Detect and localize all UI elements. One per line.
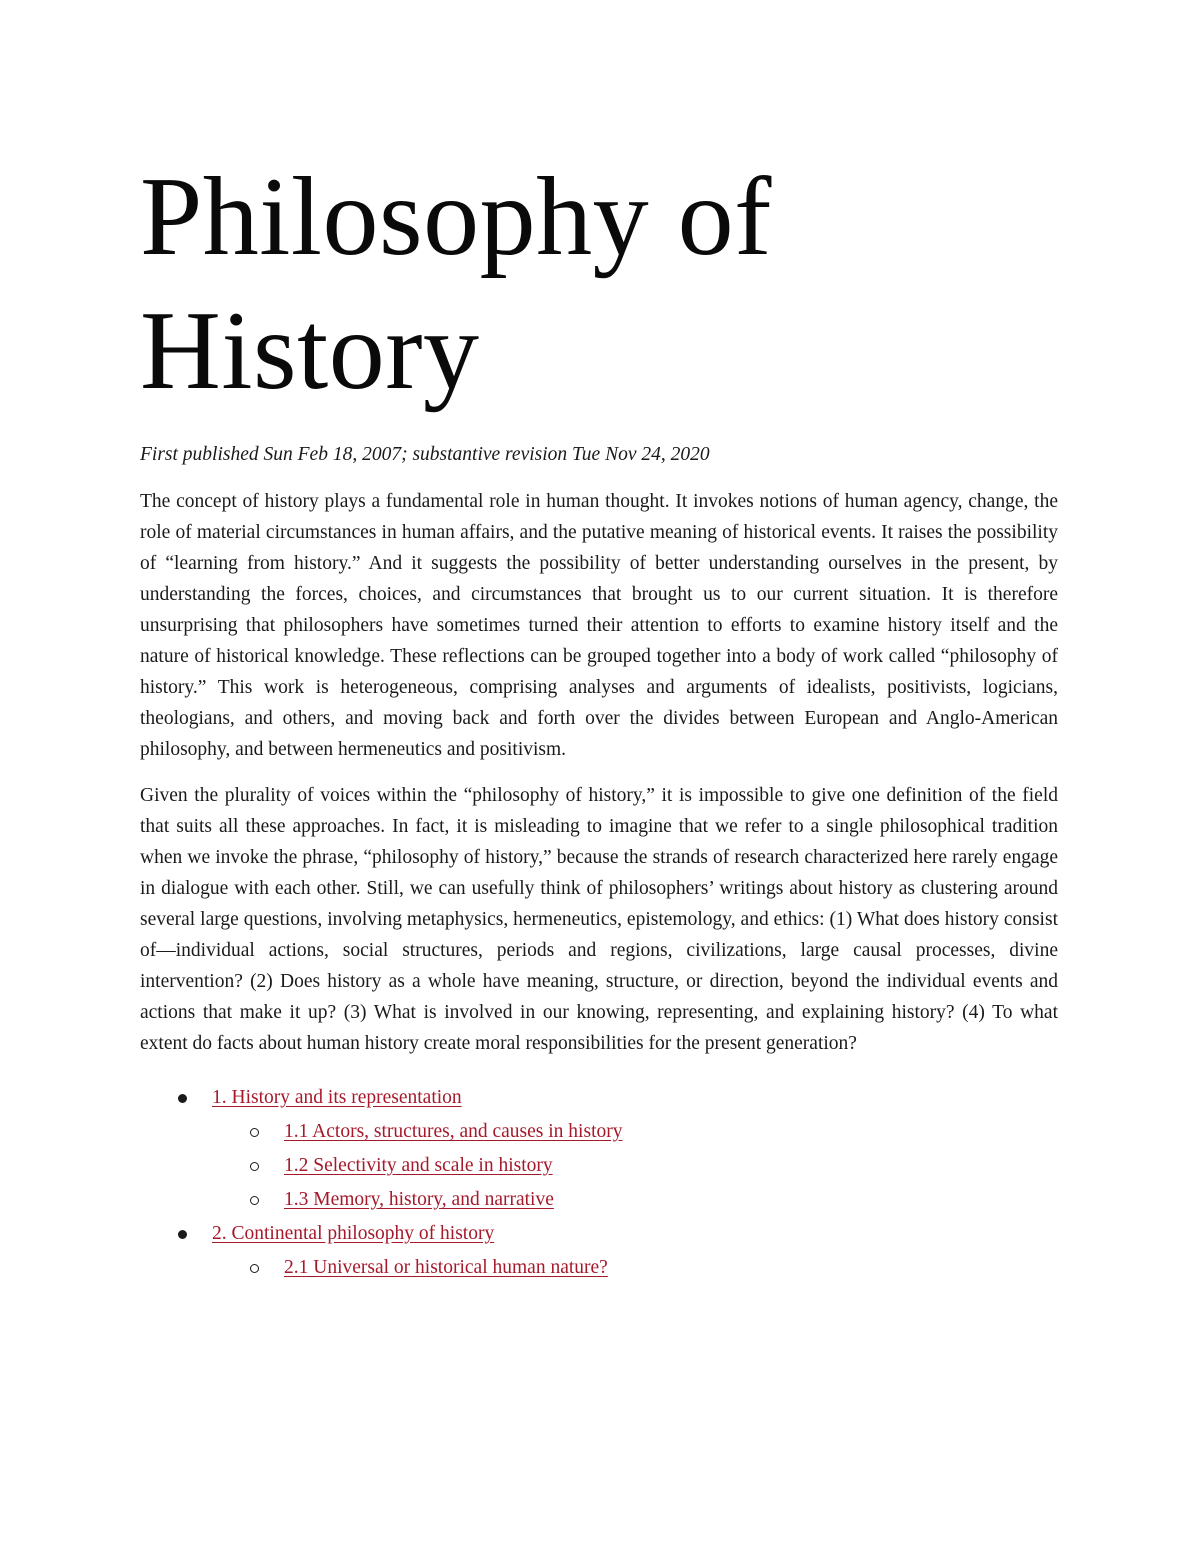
- page-title: Philosophy of History: [140, 155, 772, 413]
- publication-info: First published Sun Feb 18, 2007; substantive revision Tue Nov 24, 2020: [140, 444, 710, 465]
- toc-item-1-2: [140, 1149, 1058, 1183]
- toc-item-1-1: [140, 1115, 1058, 1149]
- hollow-circle-bullet-icon: [250, 1128, 259, 1137]
- hollow-circle-bullet-icon: [250, 1264, 259, 1273]
- toc-link-1-1[interactable]: 1.1 Actors, structures, and causes in history: [284, 1121, 623, 1142]
- toc-item-2: [140, 1217, 1058, 1251]
- intro-paragraph-2: Given the plurality of voices within the “philosophy of history,” it is impossible to give one definition of the field that suits all these approaches. In fact, it is misleading to imagine that we refer to a single philosophical tradition when we invoke the phrase, “philosophy of history,” because the strands of research characterized here rarely engage in dialogue with each other. Still, we can usefully think of philosophers’ writings about history as clustering around several large questions, involving metaphysics, hermeneutics, epistemology, and ethics: (1) What does history consist of—individual actions, social structures, periods and regions, civilizations, large causal processes, divine intervention? (2) Does history as a whole have meaning, structure, or direction, beyond the individual events and actions that make it up? (3) What is involved in our knowing, representing, and explaining history? (4) To what extent do facts about human history create moral responsibilities for the present generation?: [140, 785, 1058, 1054]
- toc-item-1-3: [140, 1183, 1058, 1217]
- toc-link-1[interactable]: 1. History and its representation: [212, 1087, 462, 1108]
- toc-item-1: [140, 1081, 1058, 1115]
- toc-link-2[interactable]: 2. Continental philosophy of history: [212, 1223, 495, 1244]
- document-page: [140, 150, 1058, 1285]
- toc-item-2-1: [140, 1251, 1058, 1285]
- intro-paragraph-1: The concept of history plays a fundamental role in human thought. It invokes notions of human agency, change, the role of material circumstances in human affairs, and the putative meaning of historical events. It raises the possibility of “learning from history.” And it suggests the possibility of better understanding ourselves in the present, by understanding the forces, choices, and circumstances that brought us to our current situation. It is therefore unsurprising that philosophers have sometimes turned their attention to efforts to examine history itself and the nature of historical knowledge. These reflections can be grouped together into a body of work called “philosophy of history.” This work is heterogeneous, comprising analyses and arguments of idealists, positivists, logicians, theologians, and others, and moving back and forth over the divides between European and Anglo-American philosophy, and between hermeneutics and positivism.: [140, 491, 1058, 760]
- toc-link-2-1[interactable]: 2.1 Universal or historical human nature?: [284, 1257, 608, 1278]
- table-of-contents: [140, 1081, 1058, 1285]
- filled-circle-bullet-icon: [178, 1094, 187, 1103]
- toc-link-1-3[interactable]: 1.3 Memory, history, and narrative: [284, 1189, 554, 1210]
- hollow-circle-bullet-icon: [250, 1196, 259, 1205]
- hollow-circle-bullet-icon: [250, 1162, 259, 1171]
- filled-circle-bullet-icon: [178, 1230, 187, 1239]
- toc-link-1-2[interactable]: 1.2 Selectivity and scale in history: [284, 1155, 553, 1176]
